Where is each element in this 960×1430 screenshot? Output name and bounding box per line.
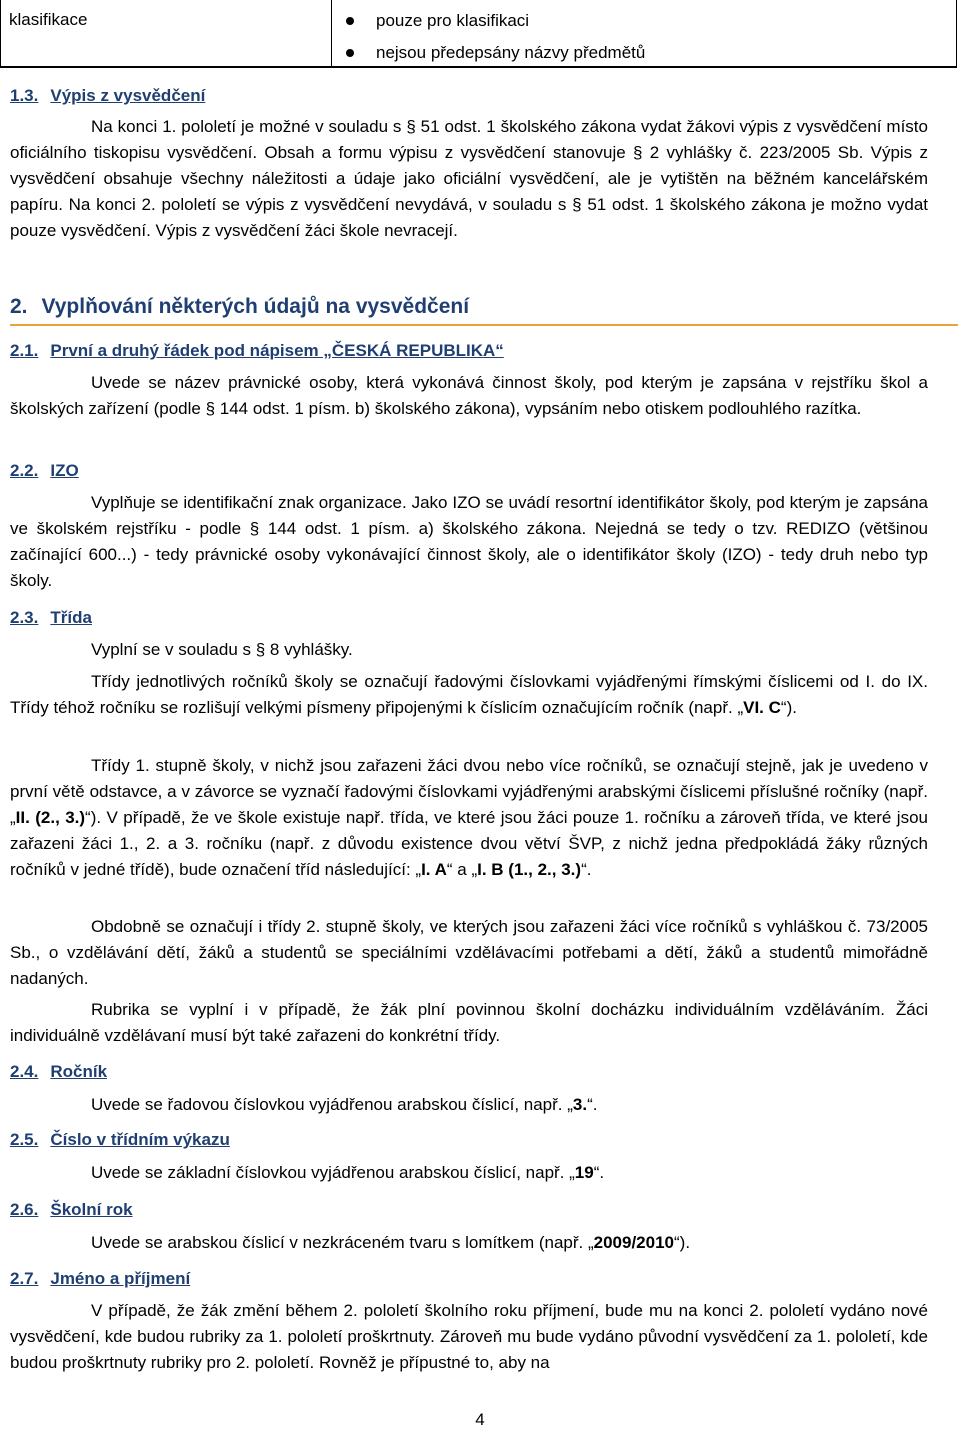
paragraph-2-3-a: Vyplní se v souladu s § 8 vyhlášky. (91, 640, 353, 659)
section-title: Školní rok (50, 1200, 133, 1219)
text-run: Třídy 1. stupně školy, v nichž jsou zařazeni žáci dvou nebo více ročníků, se označují stejně, jak je uvedeno v první větě odstavce, a v závorce se vyznačí řadovými číslovkami vyjádřenými arabskými číslicemi příslušné ročníky (např. „ (10, 756, 928, 827)
section-number: 1.3. (10, 86, 39, 105)
section-number: 2.7. (10, 1269, 39, 1288)
section-number: 2.6. (10, 1200, 39, 1219)
text-run: “. (593, 1163, 605, 1182)
bold-run: 19 (574, 1163, 594, 1182)
paragraph-2-2: Vyplňuje se identifikační znak organizace. Jako IZO se uvádí resortní identifikátor školy, pod kterým je zapsána ve školském rejstříku - podle § 144 odst. 1 písm. a) školského zákona. Nejedná se tedy o tzv. REDIZO (většinou začínající 600...) - tedy právnické osoby vykonávající činnost školy, ale o identifikátor školy (IZO) - tedy druh nebo typ školy. (10, 493, 928, 590)
paragraph-2-3-e: Rubrika se vyplní i v případě, že žák plní povinnou školní docházku individuálním vzděláváním. Žáci individuálně vzdělávaní musí být také zařazeni do konkrétní třídy. (10, 1000, 928, 1045)
bold-run: I. A (421, 860, 447, 879)
section-title: Výpis z vysvědčení (50, 86, 206, 105)
chapter-heading-2 (10, 295, 469, 319)
text-run: Třídy jednotlivých ročníků školy se označují řadovými číslovkami vyjádřenými římskými číslicemi od I. do IX. Třídy téhož ročníku se rozlišují velkými písmeny připojenými k číslicím označujícím ročník (např. „ (10, 672, 928, 717)
bullet-icon (346, 49, 354, 57)
text-run: Uvede se základní číslovkou vyjádřenou arabskou číslicí, např. „ (91, 1163, 575, 1182)
section-heading-2-6 (10, 1200, 133, 1220)
section-heading-1-3 (10, 86, 205, 106)
paragraph-1-3: Na konci 1. pololetí je možné v souladu s § 51 odst. 1 školského zákona vydat žákovi výpis z vysvědčení místo oficiálního tiskopisu vysvědčení. Obsah a formu výpisu z vysvědčení stanovuje § 2 vyhlášky č. 223/2005 Sb. Výpis z vysvědčení obsahuje všechny náležitosti a údaje jako oficiální vysvědčení, ale je vytištěn na běžném kancelářském papíru. Na konci 2. pololetí se výpis z vysvědčení nevydává, v souladu s § 51 odst. 1 školského zákona je možno vydat pouze vysvědčení. Výpis z vysvědčení žáci škole nevracejí. (10, 117, 928, 240)
paragraph-2-4 (91, 1092, 928, 1118)
section-title: IZO (50, 461, 79, 480)
bullet-icon (346, 17, 354, 25)
section-heading-2-7 (10, 1269, 190, 1289)
table-divider (331, 0, 332, 66)
section-title: Třída (50, 608, 92, 627)
section-heading-2-1 (10, 341, 504, 361)
bold-run: 3. (572, 1095, 588, 1114)
section-heading-2-3 (10, 608, 92, 628)
section-title: Jméno a příjmení (50, 1269, 191, 1288)
paragraph-2-6 (91, 1230, 928, 1256)
section-heading-2-5 (10, 1130, 230, 1150)
text-run: “. (587, 1095, 598, 1114)
paragraph-2-3-b (10, 669, 928, 721)
bold-run: I. B (1., 2., 3.) (477, 860, 582, 879)
section-heading-2-2 (10, 461, 79, 481)
page-number: 4 (475, 1410, 485, 1429)
heading-rule (10, 324, 958, 326)
paragraph-2-1: Uvede se název právnické osoby, která vykonává činnost školy, pod kterým je zapsána v rejstříku škol a školských zařízení (podle § 144 odst. 1 písm. b) školského zákona), vypsáním nebo otiskem podlouhlého razítka. (10, 373, 928, 418)
section-title: První a druhý řádek pod nápisem „ČESKÁ REPUBLIKA“ (50, 341, 504, 360)
paragraph-2-7: V případě, že žák změní během 2. pololetí školního roku příjmení, bude mu na konci 2. pololetí vydáno nové vysvědčení, kde budou rubriky za 1. pololetí proškrtnuty. Zároveň mu bude vydáno původní vysvědčení za 1. pololetí, kde budou proškrtnuty rubriky pro 2. pololetí. Rovněž je přípustné to, aby na (10, 1301, 928, 1372)
bold-run: II. (2., 3.) (15, 808, 86, 827)
text-run: Uvede se řadovou číslovkou vyjádřenou arabskou číslicí, např. „ (91, 1095, 573, 1114)
section-number: 2.1. (10, 341, 39, 360)
section-heading-2-4 (10, 1062, 107, 1082)
text-run: “). (780, 698, 797, 717)
bullet-text: nejsou předepsány názvy předmětů (376, 43, 646, 62)
paragraph-2-5 (91, 1160, 928, 1186)
bold-run: VI. C (743, 698, 781, 717)
chapter-number: 2. (10, 295, 28, 318)
section-number: 2.5. (10, 1130, 39, 1149)
text-run: Uvede se arabskou číslicí v nezkráceném tvaru s lomítkem (např. „ (91, 1233, 594, 1252)
bold-run: 2009/2010 (593, 1233, 675, 1252)
section-number: 2.3. (10, 608, 39, 627)
section-title: Číslo v třídním výkazu (50, 1130, 230, 1149)
table-bullet-item (346, 43, 645, 63)
text-run: “). V případě, že ve škole existuje např. třída, ve které jsou žáci pouze 1. ročníku a zároveň třída, ve které jsou zařazeni žáci 1., 2. a 3. ročníku (např. z důvodu existence dvou větví ŠVP, z nichž jedna předpokládá žáky různých ročníků v jedné třídě), bude označení tříd následující: „ (10, 808, 928, 879)
section-title: Ročník (50, 1062, 108, 1081)
table-cell-left: klasifikace (9, 10, 88, 29)
paragraph-2-3-c (10, 753, 928, 883)
text-run: “. (581, 860, 592, 879)
section-number: 2.4. (10, 1062, 39, 1081)
text-run: “). (674, 1233, 691, 1252)
text-run: “ a „ (446, 860, 478, 879)
paragraph-2-3-d: Obdobně se označují i třídy 2. stupně školy, ve kterých jsou zařazeni žáci více ročníků s vyhláškou č. 73/2005 Sb., o vzdělávání dětí, žáků a studentů se speciálními vzdělávacími potřebami a dětí, žáků a studentů mimořádně nadaných. (10, 917, 928, 988)
table-bullet-item (346, 11, 529, 31)
chapter-title: Vyplňování některých údajů na vysvědčení (41, 295, 470, 318)
table-fragment (0, 0, 957, 68)
bullet-text: pouze pro klasifikaci (376, 11, 530, 30)
section-number: 2.2. (10, 461, 39, 480)
